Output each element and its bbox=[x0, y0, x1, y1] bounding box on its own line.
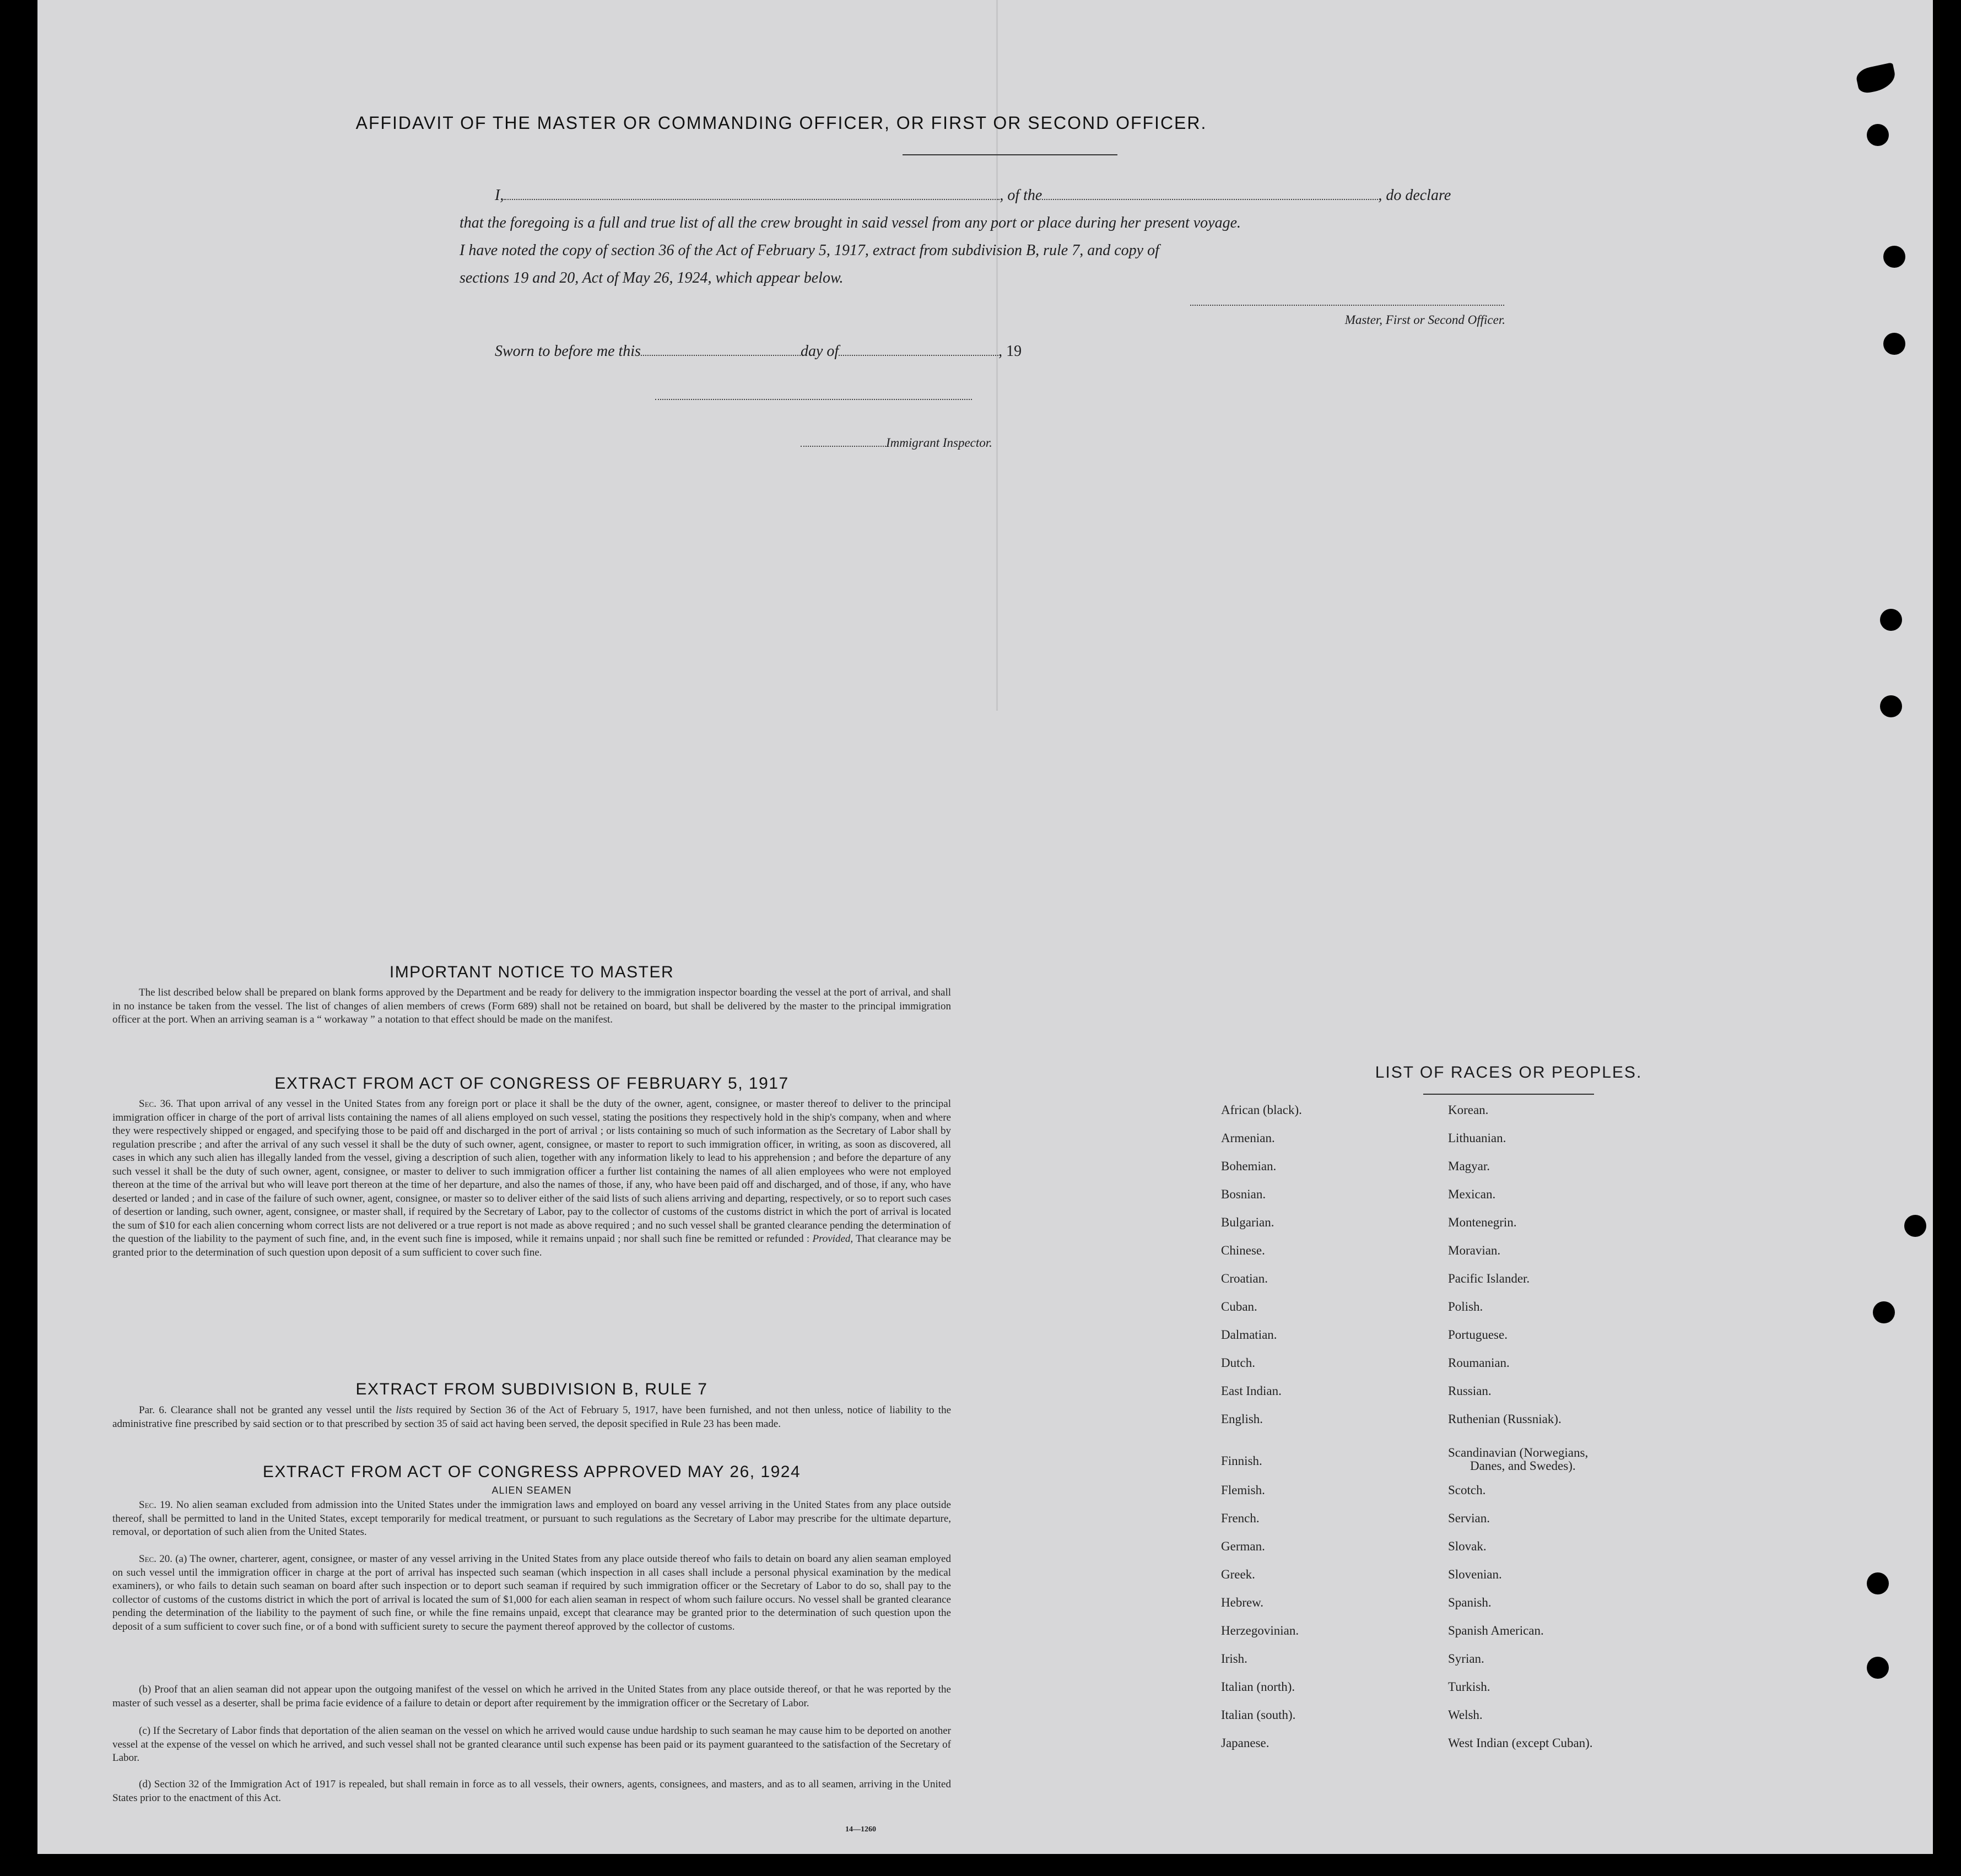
race-item: Turkish. bbox=[1448, 1680, 1490, 1694]
sec-36-text-b: That clearance may be granted prior to the determination of such question upon deposit of a sum sufficient to cover such fine. bbox=[112, 1233, 952, 1258]
race-item: Slovenian. bbox=[1448, 1567, 1502, 1581]
races-title: LIST OF RACES OR PEOPLES. bbox=[1375, 1063, 1643, 1082]
race-item: African (black). bbox=[1221, 1103, 1302, 1117]
race-item: Dalmatian. bbox=[1221, 1328, 1277, 1342]
sec-36-label: Sec. 36. bbox=[139, 1098, 174, 1110]
affidavit-body bbox=[460, 182, 1562, 292]
sec-20a-text bbox=[112, 1553, 951, 1634]
race-item: Mexican. bbox=[1448, 1187, 1496, 1201]
sec-36-text-a: That upon arrival of any vessel in the United States from any foreign port or place it shall be the duty of the owner, agent, consignee, or master thereof to deliver to the principal immigration officer in charge of the port of arrival lists containing the names of all aliens employed on such vessel, stating the positions they respectively hold in the ship's company, when and where they were respectively shipped or engaged, and specifying those to be paid off and discharged in the port of arrival ; or lists containing so much of such information as the Secretary of Labor shall by regulation prescribe ; and after the arrival of any such vessel it shall be the duty of such owner, agent, consignee, or master to report to such immigration officer, in writing, as soon as discovered, all cases in which any such alien has illegally landed from the vessel, giving a description of such alien, together with any information likely to lead to his apprehension ; and before the departure of any such vessel it shall be the duty of such owner, agent, consignee, or master to deliver to such immigration officer a further list containing the names of all alien employees who were not employed thereon at the time of the arrival but who will leave port thereon at the time of her departure, and also the names of those, if any, who have been paid off and discharged, and of those, if any, who have deserted or landed ; and in case of the failure of such owner, agent, consignee, or master so to deliver either of the said lists of such aliens arriving and departing, respectively, or so to report such cases of desertion or landing, such owner, agent, consignee, or master shall, if required by the Secretary of Labor, pay to the collector of customs of the customs district in which the port of arrival is located the sum of $10 for each alien concerning whom correct lists are not delivered or a true report is not made as above required ; and no such vessel shall be granted clearance pending the determination of the question of the liability to the payment of such fine, and, in the event such fine is imposed, while it remains unpaid ; nor shall such fine be remitted or refunded : bbox=[112, 1098, 951, 1245]
notice-title: IMPORTANT NOTICE TO MASTER bbox=[389, 963, 674, 981]
extract-1917-title: EXTRACT FROM ACT OF CONGRESS OF FEBRUARY 5, 1917 bbox=[274, 1074, 789, 1093]
race-item: Moravian. bbox=[1448, 1244, 1501, 1257]
race-item: Spanish. bbox=[1448, 1596, 1492, 1609]
race-item: Italian (south). bbox=[1221, 1708, 1296, 1722]
race-item: Spanish American. bbox=[1448, 1624, 1544, 1637]
sworn-year: , 19 bbox=[998, 343, 1022, 360]
race-item: Servian. bbox=[1448, 1511, 1490, 1525]
rule7-text-a: Par. 6. Clearance shall not be granted any vessel until the bbox=[139, 1404, 392, 1416]
race-item: French. bbox=[1221, 1511, 1260, 1525]
sworn-line bbox=[495, 343, 1022, 360]
sworn-prefix: Sworn to before me this bbox=[495, 343, 641, 360]
race-item: Japanese. bbox=[1221, 1736, 1269, 1750]
sworn-day-of: day of bbox=[800, 343, 839, 360]
race-item: Dutch. bbox=[1221, 1356, 1255, 1370]
extract-1924-title: EXTRACT FROM ACT OF CONGRESS APPROVED MAY 26, 1924 bbox=[262, 1463, 801, 1481]
binder-hole bbox=[1883, 246, 1905, 268]
race-item: Italian (north). bbox=[1221, 1680, 1295, 1694]
sec-20c-text: (c) If the Secretary of Labor finds that deportation of the alien seaman on the vessel on which he arrived would cause undue hardship to such seaman he may cause him to be deported on another vessel at the expense of the vessel on which he arrived, and such vessel shall not be granted clearance until such expense has been paid or its payment guaranteed to the satisfaction of the Secretary of Labor. bbox=[112, 1725, 951, 1764]
sec-19-body: No alien seaman excluded from admission into the United States under the immigration laws and employed on board any vessel arriving in the United States from any place outside thereof, shall be permitted to land in the United States, except temporarily for medical treatment, or pursuant to such regulations as the Secretary of Labor may prescribe for the ultimate departure, removal, or deportation of such alien from the United States. bbox=[112, 1499, 951, 1538]
race-item: Korean. bbox=[1448, 1103, 1489, 1117]
race-item: Ruthenian (Russniak). bbox=[1448, 1412, 1562, 1426]
vessel-field[interactable] bbox=[1042, 187, 1378, 200]
binder-hole bbox=[1904, 1215, 1926, 1237]
sec-20-label: Sec. 20. bbox=[139, 1553, 172, 1565]
race-item: West Indian (except Cuban). bbox=[1448, 1736, 1593, 1750]
sec-20d-text: (d) Section 32 of the Immigration Act of 1917 is repealed, but shall remain in force as to all vessels, their owners, agents, consignees, and masters, and as to all seamen, arriving in the United States prior to the enactment of this Act. bbox=[112, 1778, 951, 1804]
races-rule bbox=[1423, 1094, 1594, 1095]
race-item: Herzegovinian. bbox=[1221, 1624, 1299, 1637]
race-item: Cuban. bbox=[1221, 1300, 1257, 1313]
affidavit-line-1 bbox=[460, 182, 1562, 209]
affidavit-i: I, bbox=[495, 187, 504, 204]
rule7-text-b: required by Section 36 of the Act of February 5, 1917, have been furnished, and not then unless, notice of liability to the administrative fine prescribed by said section or to that prescribed by section 35 of said act having been served, the deposit specified in Rule 23 has been made. bbox=[112, 1404, 951, 1430]
extract-rule7-text bbox=[112, 1404, 951, 1431]
scan-bottom-border bbox=[0, 1854, 1961, 1876]
lists-word: lists bbox=[396, 1404, 413, 1416]
sec-20a-body: (a) The owner, charterer, agent, consignee, or master of any vessel arriving in the United States from any place outside thereof who fails to detain on board any alien seaman employed on such vessel until the immigration officer in charge at the port of arrival has inspected such seaman (which inspection in all cases shall include a personal physical examination by the medical examiners), or who fails to detain such seaman on board after such inspection or to deport such seaman if required by such immigration officer or the Secretary of Labor to do so, shall pay to the collector of customs of the customs district in which the port of arrival is located the sum of $1,000 for each alien seaman in respect of whom such failure occurs. No vessel shall be granted clearance pending the determination of the liability to the payment of such fine, or while the fine remains unpaid, except that clearance may be granted prior to the determination of such question upon the deposit of a sum sufficient to cover such fine, or of a bond with sufficient surety to secure the payment thereof approved by the collector of customs. bbox=[112, 1553, 951, 1632]
race-item: Hebrew. bbox=[1221, 1596, 1264, 1609]
officer-signature-label: Master, First or Second Officer. bbox=[1344, 313, 1505, 327]
race-item: Montenegrin. bbox=[1448, 1215, 1517, 1229]
notice-text: The list described below shall be prepared on blank forms approved by the Department and be ready for delivery to the immigration inspector boarding the vessel at the port of arrival, and shall in no instance be taken from the vessel. The list of changes of alien members of crews (Form 689) shall not be retained on board, but shall be delivered by the master to the principal immigration officer at the port. When an arriving seaman is a “ workaway ” a notation to that effect should be made on the manifest. bbox=[112, 987, 951, 1025]
affidavit-title: AFFIDAVIT OF THE MASTER OR COMMANDING OFFICER, OR FIRST OR SECOND OFFICER. bbox=[355, 113, 1207, 133]
race-item: Portuguese. bbox=[1448, 1328, 1508, 1342]
race-item: Pacific Islander. bbox=[1448, 1272, 1530, 1285]
race-item: English. bbox=[1221, 1412, 1263, 1426]
race-item: Finnish. bbox=[1221, 1454, 1262, 1468]
inspector-name-field[interactable] bbox=[801, 434, 886, 447]
title-rule bbox=[903, 154, 1117, 155]
binder-hole bbox=[1867, 1572, 1889, 1594]
sworn-day-field[interactable] bbox=[641, 343, 801, 356]
sec-19-label: Sec. 19. bbox=[139, 1499, 173, 1511]
race-item: Bosnian. bbox=[1221, 1187, 1266, 1201]
race-item: Scotch. bbox=[1448, 1483, 1486, 1497]
race-item: Magyar. bbox=[1448, 1159, 1490, 1173]
affidavit-line-2: that the foregoing is a full and true list of all the crew brought in said vessel from any port or place during her present voyage. bbox=[460, 214, 1241, 231]
name-field[interactable] bbox=[504, 187, 1000, 200]
affidavit-line-4: sections 19 and 20, Act of May 26, 1924, which appear below. bbox=[460, 269, 844, 286]
race-item: Welsh. bbox=[1448, 1708, 1483, 1722]
sec-19-text bbox=[112, 1499, 951, 1539]
provided-word: Provided, bbox=[812, 1233, 853, 1245]
race-item: Lithuanian. bbox=[1448, 1131, 1506, 1145]
race-item: Armenian. bbox=[1221, 1131, 1275, 1145]
race-item: Scandinavian (Norwegians, bbox=[1448, 1446, 1589, 1459]
race-item: East Indian. bbox=[1221, 1384, 1282, 1398]
binder-hole bbox=[1880, 695, 1902, 717]
affidavit-do-declare: , do declare bbox=[1378, 187, 1451, 204]
race-item: Chinese. bbox=[1221, 1244, 1265, 1257]
inspector-line bbox=[801, 434, 992, 450]
affidavit-of-the: , of the bbox=[1000, 187, 1042, 204]
form-number: 14—1260 bbox=[845, 1825, 876, 1834]
race-item: Roumanian. bbox=[1448, 1356, 1510, 1370]
race-item: Flemish. bbox=[1221, 1483, 1265, 1497]
race-item: Russian. bbox=[1448, 1384, 1492, 1398]
binder-hole bbox=[1867, 124, 1889, 146]
race-item: German. bbox=[1221, 1539, 1265, 1553]
race-item: Bohemian. bbox=[1221, 1159, 1277, 1173]
race-item: Slovak. bbox=[1448, 1539, 1487, 1553]
race-item: Irish. bbox=[1221, 1652, 1247, 1666]
race-item: Polish. bbox=[1448, 1300, 1483, 1313]
document-page bbox=[37, 0, 1933, 1854]
inspector-signature-line[interactable] bbox=[655, 399, 972, 400]
extract-1917-text bbox=[112, 1098, 951, 1259]
binder-hole bbox=[1880, 609, 1902, 631]
race-item: Croatian. bbox=[1221, 1272, 1268, 1285]
race-item: Greek. bbox=[1221, 1567, 1255, 1581]
binder-hole bbox=[1873, 1301, 1895, 1323]
officer-signature-line[interactable] bbox=[1190, 305, 1504, 306]
binder-hole bbox=[1883, 333, 1905, 355]
extract-rule7-title: EXTRACT FROM SUBDIVISION B, RULE 7 bbox=[355, 1380, 708, 1398]
binder-hole bbox=[1867, 1657, 1889, 1679]
affidavit-line-3: I have noted the copy of section 36 of the Act of February 5, 1917, extract from subdivision B, rule 7, and copy of bbox=[460, 242, 1159, 259]
inspector-label: Immigrant Inspector. bbox=[886, 436, 992, 450]
race-item: Danes, and Swedes). bbox=[1470, 1459, 1576, 1473]
alien-seamen-subtitle: ALIEN SEAMEN bbox=[491, 1485, 572, 1496]
race-item: Bulgarian. bbox=[1221, 1215, 1274, 1229]
race-item: Syrian. bbox=[1448, 1652, 1484, 1666]
sec-20b-text: (b) Proof that an alien seaman did not appear upon the outgoing manifest of the vessel on which he arrived in the United States from any place outside thereof, or that he was reported by the master of such vessel as a deserter, shall be prima facie evidence of a failure to detain or deport after requirement by the immigration officer or the Secretary of Labor. bbox=[112, 1684, 951, 1709]
sworn-month-field[interactable] bbox=[839, 343, 998, 356]
